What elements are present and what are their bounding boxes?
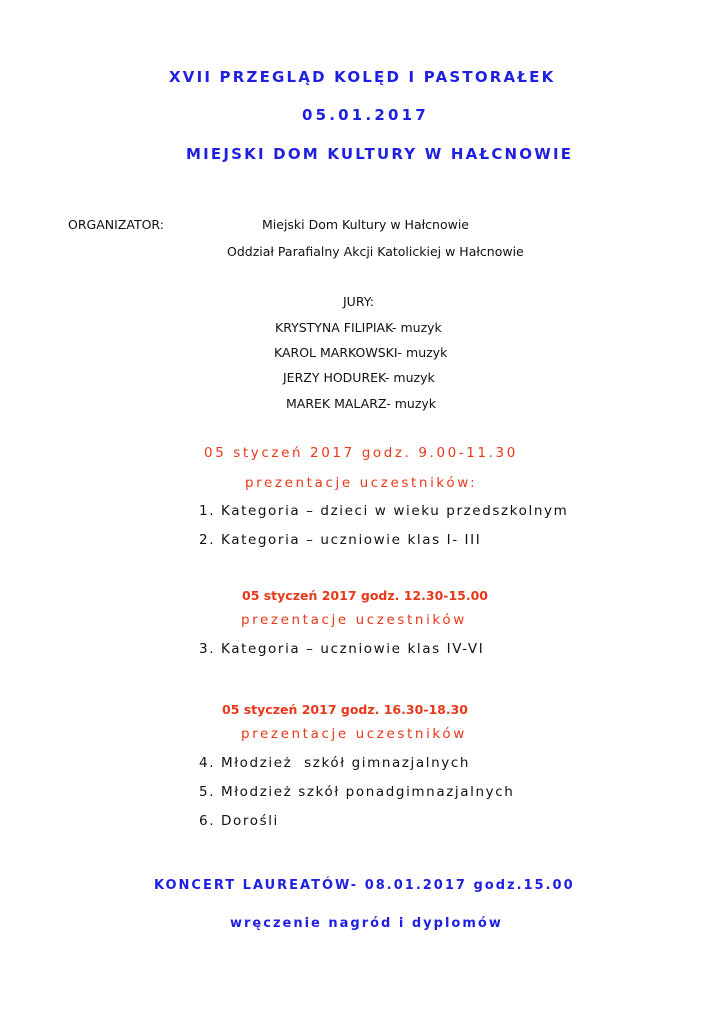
list-item	[199, 813, 279, 829]
jury-member: MAREK MALARZ- muzyk	[286, 396, 437, 411]
list-number: 5.	[199, 784, 216, 800]
list-number: 6.	[199, 813, 216, 829]
awards-line: wręczenie nagród i dyplomów	[230, 916, 503, 931]
organizer-line-2: Oddział Parafialny Akcji Katolickiej w Hałcnowie	[227, 244, 524, 259]
list-number: 1.	[199, 503, 216, 519]
list-number: 2.	[199, 532, 216, 548]
session-time: 05 styczeń 2017 godz. 9.00-11.30	[204, 445, 518, 461]
list-text: Kategoria – dzieci w wieku przedszkolnym	[221, 503, 569, 519]
list-text: Dorośli	[221, 813, 279, 829]
jury-label: JURY:	[343, 294, 374, 309]
jury-member: KAROL MARKOWSKI- muzyk	[274, 345, 448, 360]
list-item	[199, 532, 481, 548]
list-number: 4.	[199, 755, 216, 771]
list-item	[199, 784, 514, 800]
session-subtitle: prezentacje uczestników	[241, 612, 467, 628]
list-item	[199, 641, 484, 657]
session-time: 05 styczeń 2017 godz. 16.30-18.30	[222, 702, 468, 717]
list-text: Młodzież szkół gimnazjalnych	[221, 755, 471, 771]
jury-member: JERZY HODUREK- muzyk	[283, 370, 435, 385]
organizer-line-1: Miejski Dom Kultury w Hałcnowie	[262, 217, 469, 232]
session-subtitle: prezentacje uczestników	[241, 726, 467, 742]
list-text: Kategoria – uczniowie klas I- III	[221, 532, 482, 548]
event-title: XVII PRZEGLĄD KOLĘD I PASTORAŁEK	[169, 68, 556, 86]
list-text: Kategoria – uczniowie klas IV-VI	[221, 641, 485, 657]
concert-line: KONCERT LAUREATÓW- 08.01.2017 godz.15.00	[154, 878, 575, 893]
event-date: 05.01.2017	[302, 106, 429, 124]
list-text: Młodzież szkół ponadgimnazjalnych	[221, 784, 515, 800]
session-subtitle: prezentacje uczestników:	[245, 475, 478, 491]
event-venue: MIEJSKI DOM KULTURY W HAŁCNOWIE	[186, 145, 574, 163]
jury-member: KRYSTYNA FILIPIAK- muzyk	[275, 320, 442, 335]
organizer-label: ORGANIZATOR:	[68, 217, 164, 232]
session-time: 05 styczeń 2017 godz. 12.30-15.00	[242, 588, 488, 603]
list-number: 3.	[199, 641, 216, 657]
list-item	[199, 503, 568, 519]
list-item	[199, 755, 470, 771]
